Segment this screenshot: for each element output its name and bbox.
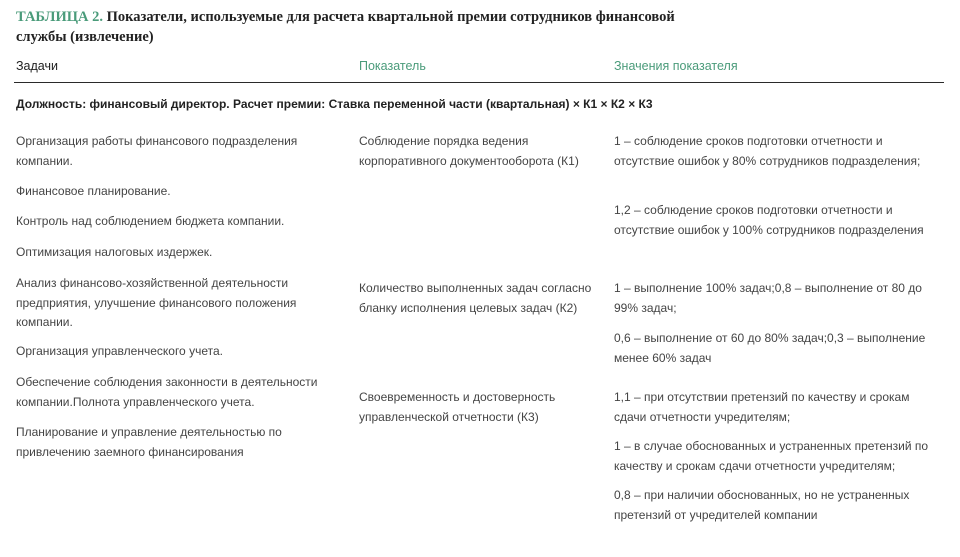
task-item: Планирование и управление деятельностью по привлечению заемного финансирования bbox=[16, 425, 282, 459]
position-formula-row: Должность: финансовый директор. Расчет премии: Ставка переменной части (квартальная) × К1 × К2 × К3 bbox=[16, 97, 653, 111]
value-k2-2: 0,6 – выполнение от 60 до 80% задач;0,3 – выполнение менее 60% задач bbox=[614, 331, 926, 365]
value-k3-3: 0,8 – при наличии обоснованных, но не устраненных претензий от учредителей компании bbox=[614, 488, 910, 522]
table-title bbox=[16, 7, 716, 47]
task-item: Обеспечение соблюдения законности в деятельности компании.Полнота управленческого учета. bbox=[16, 375, 318, 409]
header-indicator: Показатель bbox=[359, 59, 426, 73]
table-title-text: Показатели, используемые для расчета квартальной премии сотрудников финансовой службы (извлечение) bbox=[16, 9, 675, 45]
task-item: Анализ финансово-хозяйственной деятельности предприятия, улучшение финансового положения компании. bbox=[16, 276, 297, 329]
task-item: Финансовое планирование. bbox=[16, 184, 171, 198]
value-k2-1: 1 – выполнение 100% задач;0,8 – выполнение от 80 до 99% задач; bbox=[614, 281, 922, 315]
value-k1-2: 1,2 – соблюдение сроков подготовки отчетности и отсутствие ошибок у 100% сотрудников подразделения bbox=[614, 203, 924, 237]
value-k1-1: 1 – соблюдение сроков подготовки отчетности и отсутствие ошибок у 80% сотрудников подразделения; bbox=[614, 134, 921, 168]
indicator-k1: Соблюдение порядка ведения корпоративного документооборота (К1) bbox=[359, 134, 579, 168]
task-item: Контроль над соблюдением бюджета компании. bbox=[16, 214, 285, 228]
header-tasks: Задачи bbox=[16, 59, 58, 73]
value-k3-1: 1,1 – при отсутствии претензий по качеству и срокам сдачи отчетности учредителям; bbox=[614, 390, 910, 424]
header-divider bbox=[14, 82, 944, 83]
indicator-k2: Количество выполненных задач согласно бланку исполнения целевых задач (К2) bbox=[359, 281, 592, 315]
table-title-label: ТАБЛИЦА 2. bbox=[16, 9, 103, 25]
task-item: Организация работы финансового подразделения компании. bbox=[16, 134, 298, 168]
task-item: Оптимизация налоговых издержек. bbox=[16, 245, 213, 259]
task-item: Организация управленческого учета. bbox=[16, 344, 223, 358]
header-values: Значения показателя bbox=[614, 59, 738, 73]
value-k3-2: 1 – в случае обоснованных и устраненных претензий по качеству и срокам сдачи отчетности учредителям; bbox=[614, 439, 929, 473]
indicator-k3: Своевременность и достоверность управленческой отчетности (К3) bbox=[359, 390, 556, 424]
